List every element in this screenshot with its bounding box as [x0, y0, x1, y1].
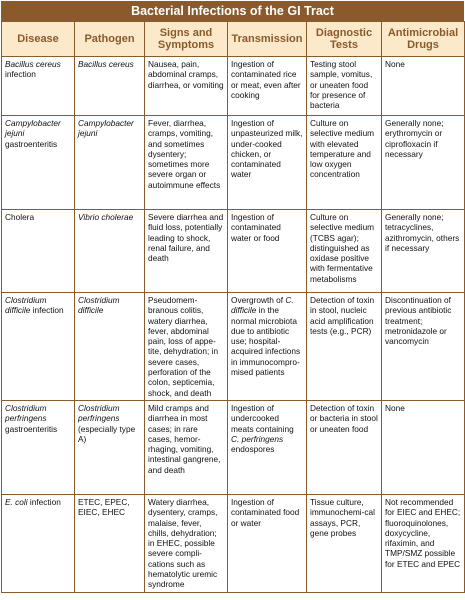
drugs-cell: None [382, 400, 465, 494]
disease-name: E. coli [5, 496, 28, 507]
pathogen-cell [75, 210, 145, 293]
transmission-cell [228, 116, 307, 210]
header-row [2, 22, 465, 57]
table-row [2, 116, 465, 210]
disease-cell [2, 494, 75, 592]
pathogen-note: (especially type A) [78, 423, 136, 444]
symptoms-cell: Pseudomem-branous colitis, watery diarrhea, fever, abdominal pain, loss of appe-tite, dehydration; in severe cases, perforation of the colon, septicemia, shock, and death [145, 293, 228, 401]
pathogen-cell [75, 293, 145, 401]
transmission-text: Ingestion of contaminated water or food [231, 212, 281, 243]
pathogen-name: Bacillus cereus [78, 59, 134, 69]
transmission-text: Overgrowth of [231, 295, 284, 305]
header-transmission: Transmission [228, 22, 307, 57]
drugs-cell: Generally none; erythromycin or ciprofloxacin if necessary [382, 116, 465, 210]
disease-cell [2, 116, 75, 210]
header-disease: Disease [2, 22, 75, 57]
transmission-cell [228, 210, 307, 293]
transmission-text: Ingestion of contaminated rice or meat, even after cooking [231, 59, 301, 100]
pathogen-name: Clostridium difficile [78, 295, 120, 316]
pathogen-name: Vibrio cholerae [78, 212, 134, 222]
transmission-cell [228, 57, 307, 116]
disease-name: Bacillus cereus [5, 59, 61, 69]
pathogen-note: ETEC, EPEC, EIEC, EHEC [78, 496, 130, 518]
disease-cell [2, 400, 75, 494]
disease-name: Clostridium difficile [5, 295, 47, 316]
disease-cell [2, 293, 75, 401]
transmission-text: Ingestion of unpasteurized milk, under-cooked chicken, or contaminated water [231, 118, 303, 180]
transmission-cell [228, 400, 307, 494]
symptoms-cell: Mild cramps and diarrhea in most cases; in rare cases, hemor-rhaging, vomiting, intestinal gangrene, and death [145, 400, 228, 494]
disease-type: infection [32, 305, 64, 316]
transmission-text: Ingestion of contaminated food or water [231, 496, 300, 528]
transmission-cell [228, 293, 307, 401]
pathogen-cell [75, 400, 145, 494]
disease-name: Clostridium perfringens [5, 402, 47, 424]
disease-cell [2, 57, 75, 116]
symptoms-cell: Severe diarrhea and fluid loss, potentially leading to shock, renal failure, and death [145, 210, 228, 293]
infections-table [1, 21, 465, 593]
transmission-text-rest: in the normal microbiota due to antibiotic use; hospital-acquired infections in immunocompro-mised patients [231, 305, 301, 378]
header-diagnostic-tests: Diagnostic Tests [307, 22, 382, 57]
pathogen-cell [75, 116, 145, 210]
symptoms-cell: Nausea, pain, abdominal cramps, diarrhea, or vomiting [145, 57, 228, 116]
disease-name: Campylobacter jejuni [5, 118, 61, 139]
transmission-text: Ingestion of undercooked meats containing [231, 402, 294, 434]
table-title: Bacterial Infections of the GI Tract [1, 1, 464, 21]
pathogen-name: Clostridium perfringens [78, 402, 120, 424]
table-row [2, 293, 465, 401]
table-row [2, 494, 465, 592]
transmission-cell [228, 494, 307, 592]
drugs-cell: Generally none; tetracyclines, azithromycin, others if necessary [382, 210, 465, 293]
tests-cell: Culture on selective medium with elevated temperature and low oxygen concentration [307, 116, 382, 210]
transmission-organism: C. perfringens [231, 433, 284, 444]
disease-type: gastroenteritis [5, 423, 58, 434]
tests-cell: Detection of toxin or bacteria in stool or uneaten food [307, 400, 382, 494]
tests-cell: Testing stool sample, vomitus, or uneaten food for presence of bacteria [307, 57, 382, 116]
header-signs-symptoms: Signs and Symptoms [145, 22, 228, 57]
disease-type: infection [29, 496, 61, 507]
transmission-text-rest: endospores [231, 444, 275, 455]
header-pathogen: Pathogen [75, 22, 145, 57]
transmission-organism: C. difficile [231, 295, 294, 316]
table-row [2, 210, 465, 293]
symptoms-cell: Fever, diarrhea, cramps, vomiting, and sometimes dysentery; sometimes more severe organ or autoimmune effects [145, 116, 228, 210]
pathogen-cell [75, 57, 145, 116]
drugs-cell: Discontinuation of previous antibiotic treatment; metronidazole or vancomycin [382, 293, 465, 401]
disease-type: infection [5, 69, 36, 80]
drugs-cell: None [382, 57, 465, 116]
symptoms-cell: Watery diarrhea, dysentery, cramps, malaise, fever, chills, dehydration; in EHEC, possible severe compli-cations such as hematolytic uremic syndrome [145, 494, 228, 592]
table-row [2, 400, 465, 494]
tests-cell: Tissue culture, immunochemi-cal assays, PCR, gene probes [307, 494, 382, 592]
header-antimicrobial-drugs: Antimicrobial Drugs [382, 22, 465, 57]
pathogen-cell [75, 494, 145, 592]
table-row [2, 57, 465, 116]
drugs-cell: Not recommended for EIEC and EHEC; fluoroquinolones, doxycycline, rifaximin, and TMP/SMZ possible for ETEC and EPEC [382, 494, 465, 592]
disease-type: gastroenteritis [5, 138, 58, 149]
pathogen-name: Campylobacter jejuni [78, 118, 134, 139]
disease-cell [2, 210, 75, 293]
disease-type: Cholera [5, 212, 35, 222]
tests-cell: Detection of toxin in stool, nucleic acid amplification tests (e.g., PCR) [307, 293, 382, 401]
tests-cell: Culture on selective medium (TCBS agar); distinguished as oxidase positive with fermentative metabolisms [307, 210, 382, 293]
